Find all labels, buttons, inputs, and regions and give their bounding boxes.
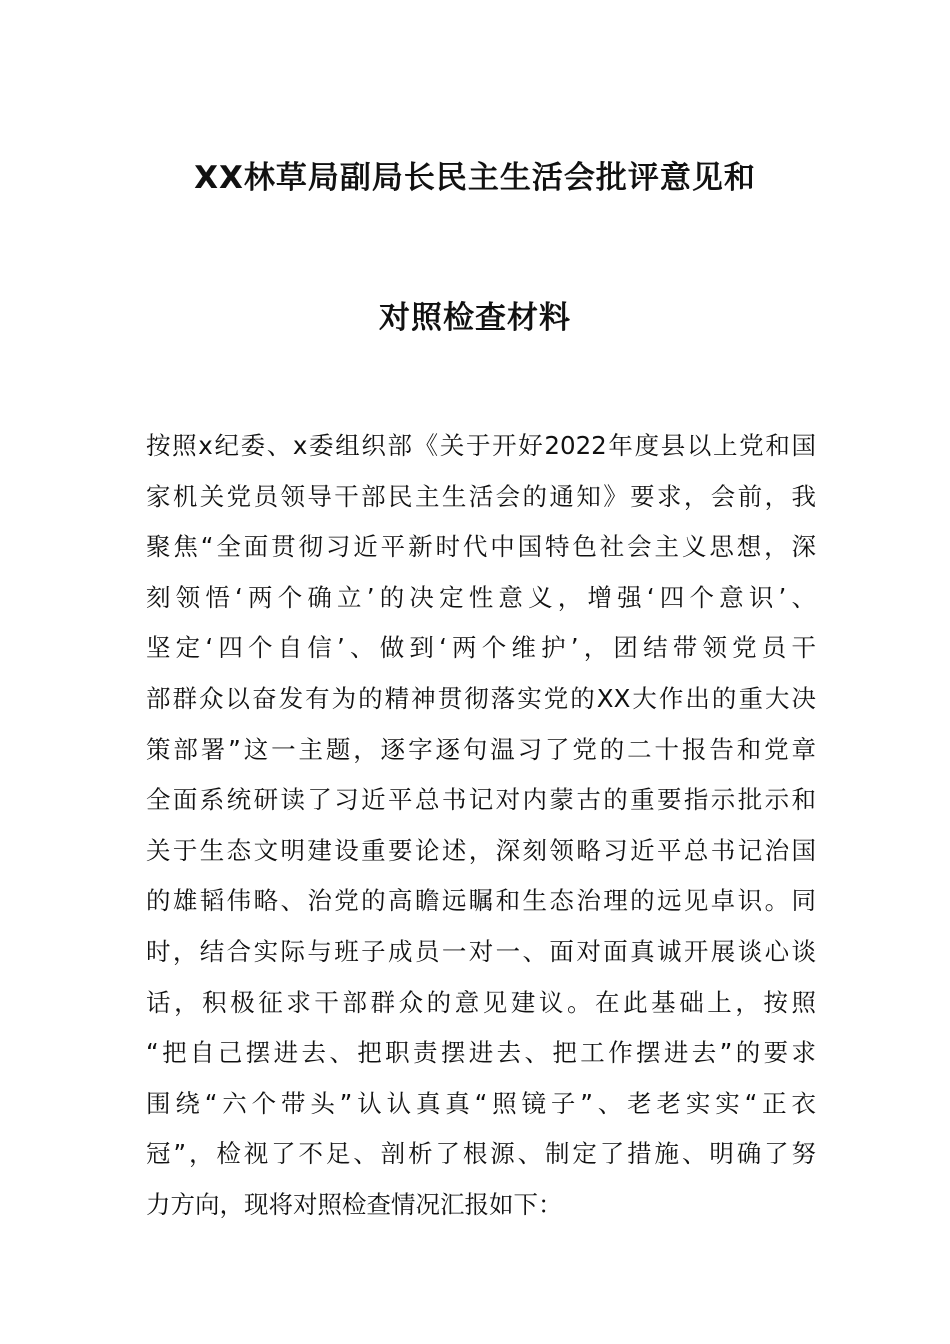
paragraph-line: 坚定‘四个自信’、做到‘两个维护’，团结带领党员干 (146, 633, 816, 663)
paragraph-line: 部群众以奋发有为的精神贯彻落实党的XX大作出的重大决 (146, 683, 816, 713)
paragraph-line: 刻领悟‘两个确立’的决定性意义，增强‘四个意识’、 (146, 582, 816, 612)
paragraph-line: 话，积极征求干部群众的意见建议。在此基础上，按照 (146, 987, 816, 1017)
paragraph-line: 围绕“六个带头”认认真真“照镜子”、老老实实“正衣 (146, 1088, 816, 1118)
paragraph-line: 策部署”这一主题，逐字逐句温习了党的二十报告和党章 (146, 734, 816, 764)
paragraph-line: 全面系统研读了习近平总书记对内蒙古的重要指示批示和 (146, 785, 816, 815)
paragraph-line: 力方向，现将对照检查情况汇报如下： (146, 1189, 563, 1219)
paragraph-line: 关于生态文明建设重要论述，深刻领略习近平总书记治国 (146, 835, 816, 865)
paragraph-line: 家机关党员领导干部民主生活会的通知》要求，会前，我 (146, 481, 816, 511)
document-title-line-1: XX林草局副局长民主生活会批评意见和 (194, 160, 756, 196)
paragraph-line: 聚焦“全面贯彻习近平新时代中国特色社会主义思想，深 (146, 532, 816, 562)
document-title-line-2: 对照检查材料 (379, 300, 571, 336)
paragraph-line: 的雄韬伟略、治党的高瞻远瞩和生态治理的远见卓识。同 (146, 886, 816, 916)
intro-paragraph (146, 428, 816, 1238)
paragraph-line: 按照x纪委、x委组织部《关于开好2022年度县以上党和国 (146, 431, 816, 460)
paragraph-line: 冠”，检视了不足、剖析了根源、制定了措施、明确了努 (146, 1139, 816, 1169)
paragraph-line: 时，结合实际与班子成员一对一、面对面真诚开展谈心谈 (146, 936, 816, 966)
paragraph-line: “把自己摆进去、把职责摆进去、把工作摆进去”的要求 (146, 1038, 816, 1068)
